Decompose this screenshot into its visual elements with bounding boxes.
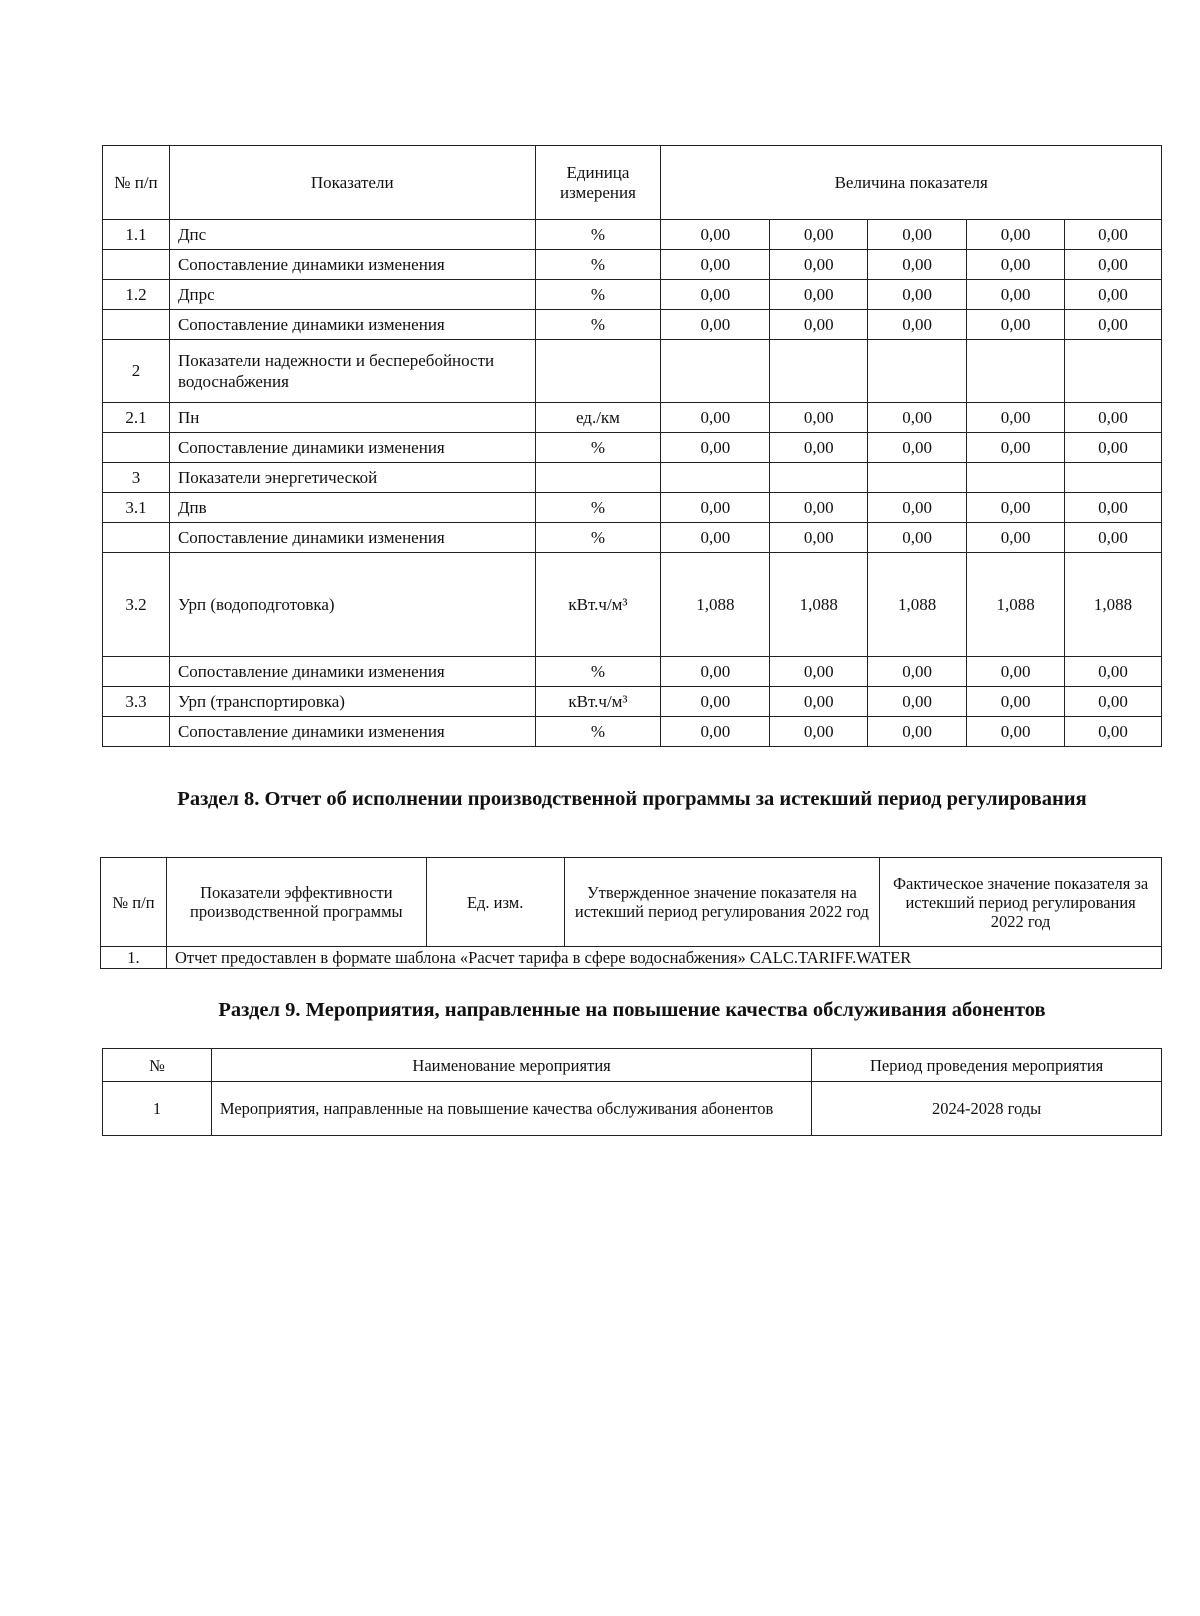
table-row bbox=[103, 687, 1162, 717]
row-value: 0,00 bbox=[967, 493, 1065, 523]
row-value: 0,00 bbox=[661, 523, 770, 553]
row-indicator-name: Дпс bbox=[169, 220, 535, 250]
row-number: 2.1 bbox=[103, 403, 170, 433]
row-value: 0,00 bbox=[1065, 250, 1162, 280]
row-unit: кВт.ч/м³ bbox=[535, 687, 661, 717]
table-row bbox=[103, 493, 1162, 523]
row-indicator-name: Показатели энергетической bbox=[169, 463, 535, 493]
row-value: 0,00 bbox=[868, 493, 967, 523]
row-value: 0,00 bbox=[770, 310, 868, 340]
sec9-header-period: Период проведения мероприятия bbox=[812, 1049, 1162, 1082]
row-value: 0,00 bbox=[1065, 687, 1162, 717]
row-indicator-name: Дпв bbox=[169, 493, 535, 523]
table-row bbox=[103, 433, 1162, 463]
row-value: 0,00 bbox=[967, 657, 1065, 687]
row-number: 3.2 bbox=[103, 553, 170, 657]
row-number: 3.1 bbox=[103, 493, 170, 523]
row-unit: % bbox=[535, 220, 661, 250]
row-value: 0,00 bbox=[967, 523, 1065, 553]
row-unit: ед./км bbox=[535, 403, 661, 433]
row-number bbox=[103, 717, 170, 747]
row-indicator-name: Сопоставление динамики изменения bbox=[169, 717, 535, 747]
sec8-header-actual: Фактическое значение показателя за истекший период регулирования 2022 год bbox=[880, 858, 1162, 947]
row-value: 0,00 bbox=[1065, 220, 1162, 250]
row-value: 0,00 bbox=[661, 717, 770, 747]
row-value: 0,00 bbox=[1065, 310, 1162, 340]
section-9-title: Раздел 9. Мероприятия, направленные на повышение качества обслуживания абонентов bbox=[218, 999, 1046, 1021]
row-indicator-name: Сопоставление динамики изменения bbox=[169, 250, 535, 280]
row-value: 0,00 bbox=[967, 433, 1065, 463]
row-indicator-name: Сопоставление динамики изменения bbox=[169, 657, 535, 687]
row-value bbox=[770, 463, 868, 493]
row-indicator-name: Пн bbox=[169, 403, 535, 433]
row-value: 0,00 bbox=[868, 220, 967, 250]
row-value: 1,088 bbox=[661, 553, 770, 657]
sec8-row-text: Отчет предоставлен в формате шаблона «Расчет тарифа в сфере водоснабжения» CALC.TARIFF.WATER bbox=[166, 947, 1161, 969]
row-value bbox=[868, 463, 967, 493]
row-number: 2 bbox=[103, 340, 170, 403]
row-number: 1.1 bbox=[103, 220, 170, 250]
row-indicator-name: Сопоставление динамики изменения bbox=[169, 310, 535, 340]
indicators-table bbox=[102, 145, 1162, 747]
sec8-header-approved: Утвержденное значение показателя на истекший период регулирования 2022 год bbox=[564, 858, 880, 947]
row-value: 0,00 bbox=[661, 310, 770, 340]
header-value: Величина показателя bbox=[661, 146, 1162, 220]
row-value: 0,00 bbox=[1065, 717, 1162, 747]
sec8-header-indicators: Показатели эффективности производственной программы bbox=[166, 858, 426, 947]
row-value: 0,00 bbox=[661, 250, 770, 280]
row-value: 0,00 bbox=[661, 687, 770, 717]
row-value: 0,00 bbox=[770, 523, 868, 553]
row-value: 0,00 bbox=[1065, 280, 1162, 310]
row-value bbox=[868, 340, 967, 403]
row-number bbox=[103, 250, 170, 280]
row-value: 0,00 bbox=[661, 280, 770, 310]
sec9-header-num: № bbox=[103, 1049, 212, 1082]
row-value: 0,00 bbox=[868, 250, 967, 280]
indicators-table-body bbox=[103, 220, 1162, 747]
sec8-header-unit: Ед. изм. bbox=[426, 858, 564, 947]
row-value: 0,00 bbox=[868, 687, 967, 717]
row-value bbox=[967, 463, 1065, 493]
sec9-row-num: 1 bbox=[103, 1082, 212, 1136]
row-value: 0,00 bbox=[967, 310, 1065, 340]
header-num: № п/п bbox=[103, 146, 170, 220]
row-value: 1,088 bbox=[868, 553, 967, 657]
header-unit: Единица измерения bbox=[535, 146, 661, 220]
table-row bbox=[103, 280, 1162, 310]
row-number: 3.3 bbox=[103, 687, 170, 717]
row-value: 0,00 bbox=[770, 280, 868, 310]
row-value: 0,00 bbox=[770, 493, 868, 523]
row-value: 0,00 bbox=[868, 310, 967, 340]
row-value: 1,088 bbox=[1065, 553, 1162, 657]
sec9-row-period: 2024-2028 годы bbox=[812, 1082, 1162, 1136]
row-value: 0,00 bbox=[1065, 403, 1162, 433]
table-row bbox=[103, 463, 1162, 493]
row-value: 0,00 bbox=[770, 657, 868, 687]
row-value: 0,00 bbox=[967, 250, 1065, 280]
table-row bbox=[103, 553, 1162, 657]
row-indicator-name: Сопоставление динамики изменения bbox=[169, 433, 535, 463]
row-value: 0,00 bbox=[868, 523, 967, 553]
row-indicator-name: Сопоставление динамики изменения bbox=[169, 523, 535, 553]
table-row bbox=[103, 717, 1162, 747]
table-row bbox=[103, 310, 1162, 340]
row-value: 0,00 bbox=[661, 657, 770, 687]
row-value: 0,00 bbox=[661, 220, 770, 250]
section-9-table bbox=[102, 1048, 1162, 1136]
row-value: 0,00 bbox=[770, 687, 868, 717]
sec9-row-name: Мероприятия, направленные на повышение качества обслуживания абонентов bbox=[211, 1082, 811, 1136]
row-value bbox=[1065, 340, 1162, 403]
sec8-header-num: № п/п bbox=[101, 858, 167, 947]
row-value: 0,00 bbox=[1065, 657, 1162, 687]
row-value: 0,00 bbox=[770, 717, 868, 747]
row-indicator-name: Урп (транспортировка) bbox=[169, 687, 535, 717]
row-indicator-name: Показатели надежности и бесперебойности водоснабжения bbox=[169, 340, 535, 403]
section-8-title: Раздел 8. Отчет об исполнении производственной программы за истекший период регулирования bbox=[177, 788, 1087, 810]
row-value: 0,00 bbox=[868, 717, 967, 747]
row-value: 0,00 bbox=[661, 403, 770, 433]
row-number bbox=[103, 523, 170, 553]
row-value bbox=[770, 340, 868, 403]
row-indicator-name: Урп (водоподготовка) bbox=[169, 553, 535, 657]
row-value: 0,00 bbox=[661, 433, 770, 463]
row-unit: % bbox=[535, 310, 661, 340]
row-number bbox=[103, 310, 170, 340]
row-number: 1.2 bbox=[103, 280, 170, 310]
row-value: 0,00 bbox=[967, 280, 1065, 310]
row-value: 0,00 bbox=[967, 403, 1065, 433]
row-unit: % bbox=[535, 433, 661, 463]
table-row bbox=[103, 250, 1162, 280]
row-value: 0,00 bbox=[770, 403, 868, 433]
row-value bbox=[661, 463, 770, 493]
row-value: 0,00 bbox=[868, 657, 967, 687]
row-unit: % bbox=[535, 493, 661, 523]
row-value: 0,00 bbox=[868, 433, 967, 463]
row-unit bbox=[535, 340, 661, 403]
row-unit: % bbox=[535, 657, 661, 687]
row-value: 0,00 bbox=[967, 687, 1065, 717]
header-indicators: Показатели bbox=[169, 146, 535, 220]
section-8-table bbox=[100, 857, 1162, 969]
table-row bbox=[103, 220, 1162, 250]
row-value: 0,00 bbox=[868, 280, 967, 310]
row-value: 0,00 bbox=[661, 493, 770, 523]
row-value: 0,00 bbox=[1065, 433, 1162, 463]
table-row bbox=[103, 657, 1162, 687]
row-value bbox=[1065, 463, 1162, 493]
row-unit: кВт.ч/м³ bbox=[535, 553, 661, 657]
sec8-row-num: 1. bbox=[101, 947, 167, 969]
table-row bbox=[103, 523, 1162, 553]
row-number: 3 bbox=[103, 463, 170, 493]
row-value: 0,00 bbox=[868, 403, 967, 433]
row-value: 1,088 bbox=[967, 553, 1065, 657]
row-unit: % bbox=[535, 280, 661, 310]
row-unit: % bbox=[535, 523, 661, 553]
table-row bbox=[103, 403, 1162, 433]
row-value: 0,00 bbox=[770, 250, 868, 280]
row-unit: % bbox=[535, 717, 661, 747]
row-value bbox=[661, 340, 770, 403]
row-value: 0,00 bbox=[1065, 493, 1162, 523]
row-value bbox=[967, 340, 1065, 403]
row-value: 0,00 bbox=[967, 717, 1065, 747]
row-value: 0,00 bbox=[1065, 523, 1162, 553]
row-unit: % bbox=[535, 250, 661, 280]
row-number bbox=[103, 657, 170, 687]
row-unit bbox=[535, 463, 661, 493]
row-number bbox=[103, 433, 170, 463]
row-indicator-name: Дпрс bbox=[169, 280, 535, 310]
row-value: 0,00 bbox=[967, 220, 1065, 250]
table-row bbox=[103, 340, 1162, 403]
sec9-header-name: Наименование мероприятия bbox=[211, 1049, 811, 1082]
row-value: 0,00 bbox=[770, 433, 868, 463]
row-value: 0,00 bbox=[770, 220, 868, 250]
row-value: 1,088 bbox=[770, 553, 868, 657]
